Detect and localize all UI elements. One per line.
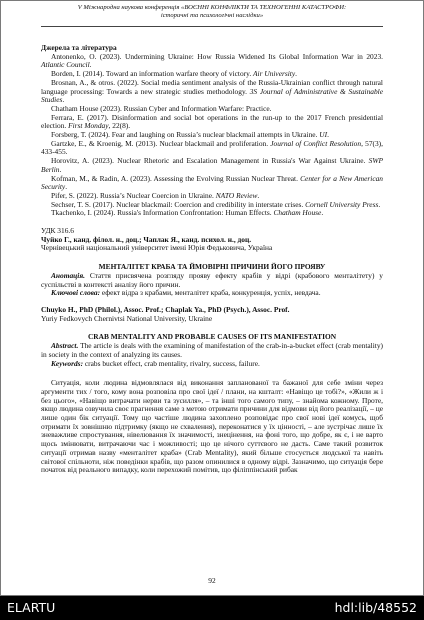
reference-source: Center for a New American Security bbox=[41, 173, 383, 192]
abstract-en-label: Abstract. bbox=[51, 341, 79, 351]
page-content bbox=[41, 44, 383, 475]
reference-details: . bbox=[327, 130, 329, 140]
reference-text: Tkachenko, I. (2024). Russia's Information Confrontation: Human Effects. bbox=[51, 208, 274, 218]
header-line-1: V Міжнародна наукова конференція «ВОЄННІ КОНФЛІКТИ ТА ТЕХНОГЕННІ КАТАСТРОФИ: bbox=[77, 4, 347, 11]
reference-text: Sechser, T. S. (2017). Nuclear blackmail: Coercion and credibility in interstate crises. bbox=[51, 199, 306, 209]
reference-source: Atlantic Council bbox=[41, 60, 90, 70]
reference-source: First Monday bbox=[68, 121, 109, 131]
reference-list bbox=[41, 53, 383, 218]
reference-details: . bbox=[59, 164, 62, 174]
reference-source: SWP Berlin bbox=[41, 156, 383, 174]
reference-item bbox=[41, 53, 383, 70]
body-paragraph: Ситуація, коли людина відмовлялася від виконання запланованої та бажаної для себе зміни через аргументи тих / того, кому вона розповіла про свої ідеї / плани, на кшталт: «Навіщо це тобі?», «Жили ж і без цього», «Навіщо витрачати нерви та зусилля», – та інші того самого типу, – знайома кожному. Проте, якщо людина озвучила своє прагнення саме з метою отримати причини для відмови від його реалізації, – це лише один бік ситуації. Тому що частіше людина захоплено розповідає про свої нові ідеї комусь, щоб отримати їх зовнішню підтримку (якщо не схвалення), переконатися у їх цінності, – але зустрічає лише їх зневажливе спростування, нівелювання їх значимості, знецінення, на фоні того, що добре, як є, і не варто щось змінювати, витрачаючи час і можливості; що це нічого суттєвого не дасть. Саме такий розвиток ситуації отримав назву «менталітет краба» (Crab Mentality), який більше стосується людської та навіть світової спільноти, ніж поведінки крабів, що разом опинилися в одному відрі. Зазначимо, що ситуація бере початок від реального випадку, коли перехожий помітив, що філіппінський рибак bbox=[41, 378, 383, 475]
reference-text: Ferrara, E. (2017). Disinformation and social bot operations in the run-up to the 2017 French presidential election. bbox=[41, 112, 383, 131]
keywords-en-label: Keywords: bbox=[51, 358, 84, 368]
abstract-en bbox=[41, 342, 383, 359]
abstract-ua-label: Анотація. bbox=[51, 270, 85, 280]
header-line-2: історичні та психологічні наслідки» bbox=[160, 12, 264, 20]
authors-en: Chuyko H., PhD (Philol.), Assoc. Prof.; Chaplak Ya., PhD (Psych.), Assoc. Prof. bbox=[41, 304, 290, 314]
reference-source: Cornell University Press bbox=[305, 199, 379, 209]
reference-text: Antonenko, O. (2023). Undermining Ukraine: How Russia Widened Its Global Information War in 2023. bbox=[51, 51, 383, 61]
affiliation-ua: Чернівецький національний університет імені Юрія Федьковича, Україна bbox=[41, 243, 273, 253]
reference-source: UI bbox=[319, 130, 328, 140]
references-heading: Джерела та література bbox=[41, 43, 117, 52]
reference-details: . bbox=[295, 69, 297, 79]
keywords-ua-label: Ключові слова: bbox=[51, 288, 101, 298]
reference-item bbox=[41, 157, 383, 174]
reference-details: . bbox=[89, 60, 92, 70]
reference-source: NATO Review bbox=[215, 190, 258, 200]
reference-text: Chatham House (2023). Russian Cyber and Information Warfare: Practice. bbox=[51, 103, 272, 113]
abstract-ua-text: Стаття присвячена розгляду прояву ефекту крабів у відрі (крабового менталітету) у суспільстві в контексті аналізу його причин. bbox=[41, 270, 383, 289]
keywords-ua bbox=[41, 289, 383, 298]
article-title-ua: МЕНТАЛІТЕТ КРАБА ТА ЙМОВІРНІ ПРИЧИНИ ЙОГО ПРОЯВУ bbox=[98, 262, 326, 272]
reference-details: . bbox=[378, 199, 381, 209]
authors-ua: Чуйко Г., канд. філол. н., доц.; Чаплак Я., канд. психол. н., доц. bbox=[41, 234, 252, 244]
reference-text: Borden, I. (2014). Toward an information warfare theory of victory. bbox=[51, 69, 254, 79]
viewer-footer-bar bbox=[0, 596, 424, 620]
udk-code: УДК 316.6 bbox=[41, 226, 74, 236]
reference-text: Pifer, S. (2022). Russia’s Nuclear Coercion in Ukraine. bbox=[51, 190, 216, 200]
reference-item bbox=[41, 79, 383, 105]
keywords-en bbox=[41, 360, 383, 369]
reference-item bbox=[41, 140, 383, 157]
repository-name: ELARTU bbox=[7, 600, 56, 615]
reference-source: Journal of Conflict Resolution bbox=[270, 138, 362, 148]
reference-text: Kofman, M., & Radin, A. (2023). Assessing the Evolving Russian Nuclear Threat. bbox=[51, 173, 301, 183]
reference-details: , 22(8). bbox=[108, 121, 131, 131]
handle-id: hdl:lib/48552 bbox=[334, 600, 417, 615]
reference-item bbox=[41, 114, 383, 131]
running-header bbox=[41, 4, 383, 27]
reference-details: . bbox=[65, 182, 68, 192]
affiliation-en: Yuriy Fedkovych Chernivtsi National University, Ukraine bbox=[41, 313, 213, 323]
reference-text: Gartzke, E., & Kroenig, M. (2013). Nuclear blackmail and proliferation. bbox=[51, 138, 271, 148]
abstract-en-text: The article is deals with the examining of manifestation of the crab-in-a-bucket effect (crab mentality) in society in the context of analyzing its causes. bbox=[41, 341, 383, 359]
reference-item bbox=[41, 209, 383, 218]
reference-text: Forsberg, T. (2024). Fear and laughing on Russia’s nuclear blackmail attempts in Ukraine. bbox=[51, 130, 320, 140]
reference-details: , 57(3), 433-455. bbox=[41, 138, 383, 157]
reference-item bbox=[41, 175, 383, 192]
reference-details: . bbox=[321, 208, 324, 218]
article-title-en: CRAB MENTALITY AND PROBABLE CAUSES OF ITS MANIFESTATION bbox=[87, 332, 337, 342]
reference-details: . bbox=[257, 190, 260, 200]
reference-source: Air University bbox=[253, 69, 296, 79]
reference-source: Chatham House bbox=[273, 208, 322, 218]
keywords-ua-text: ефект відра з крабами, менталітет краба, конкуренція, успіх, невдача. bbox=[100, 288, 321, 298]
reference-source: 3S Journal of Administrative & Sustainable Studies bbox=[41, 86, 383, 105]
page-number: 92 bbox=[208, 576, 216, 585]
reference-text: Horovitz, A. (2023). Nuclear Rhetoric and Escalation Management in Russia's War Against Ukraine. bbox=[51, 156, 369, 166]
abstract-ua bbox=[41, 272, 383, 289]
keywords-en-text: crabs bucket effect, crab mentality, rivalry, success, failure. bbox=[83, 358, 260, 368]
reference-text: Brosnan, A., & otros. (2022). Social media sentiment analysis of the Russia-Ukrainian conflict through natural language processing: Towards a new strategic studies methodology. bbox=[41, 77, 383, 96]
reference-details: . bbox=[62, 95, 65, 105]
